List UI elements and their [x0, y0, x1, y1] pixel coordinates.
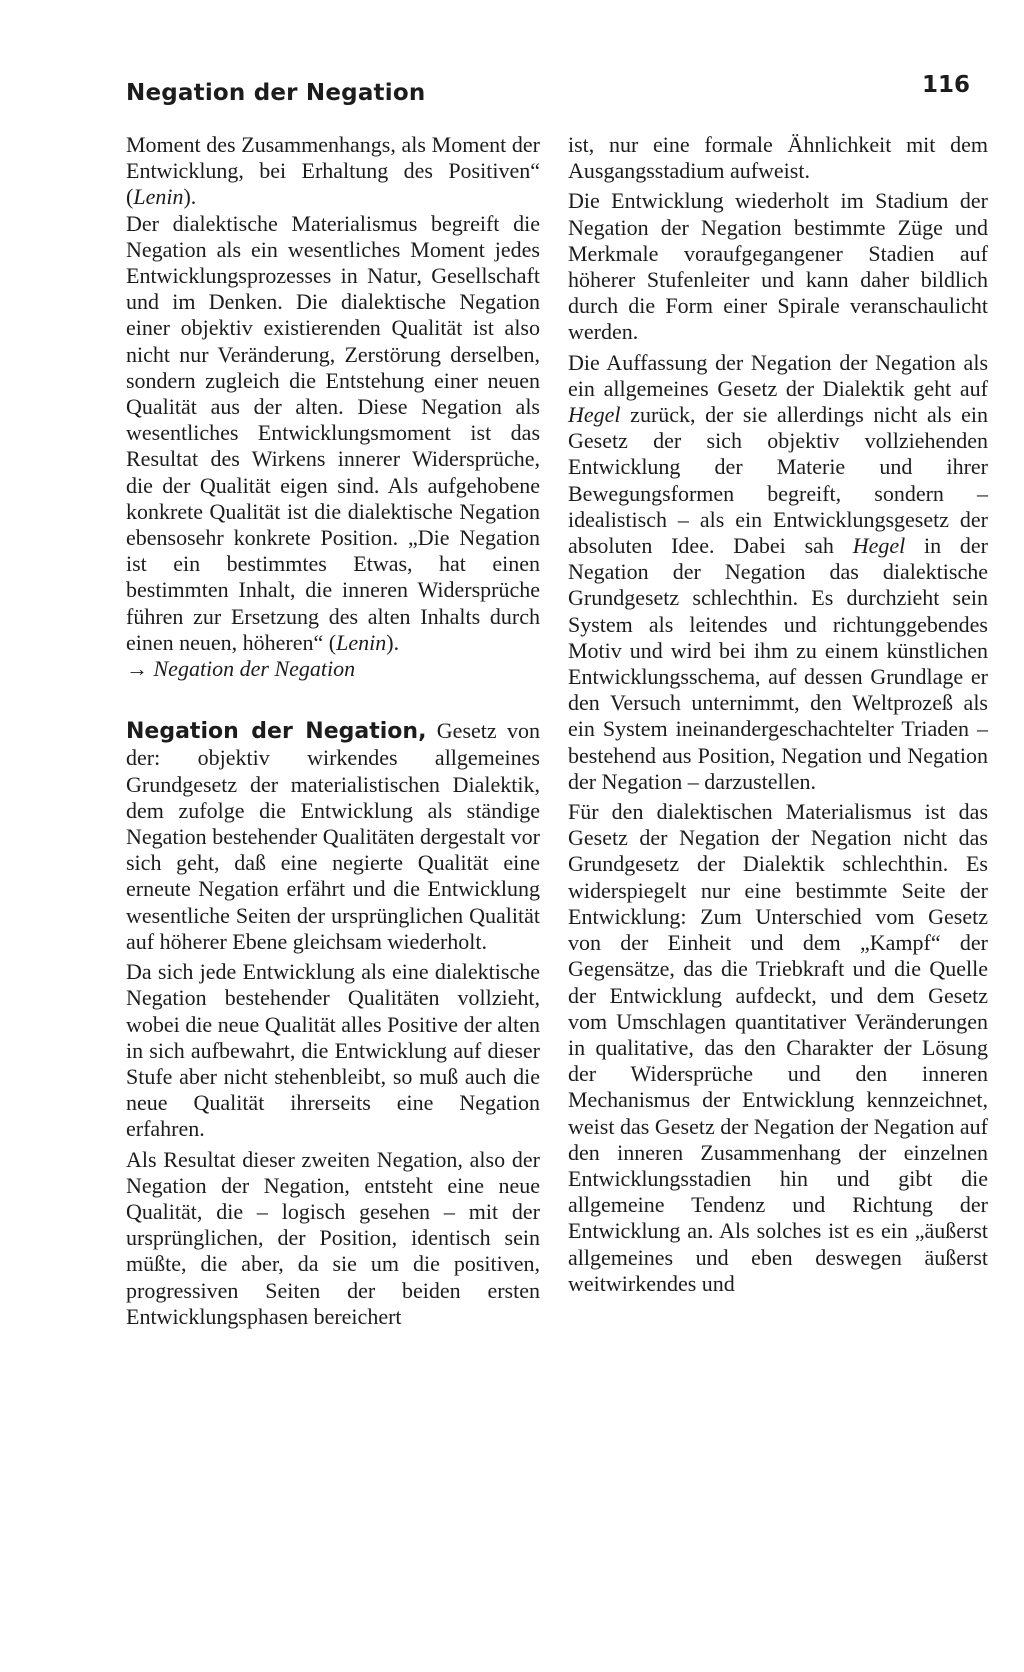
entry-headword: Negation der Negation,: [126, 719, 427, 745]
paragraph: Für den dialektischen Materialismus ist das Gesetz der Negation der Negation nicht das Grundgesetz der Dialektik schlechthin. Es widerspiegelt nur eine bestimmte Seite der Entwicklung: Zum Unterschied vom Gesetz von der Einheit und dem „Kampf“ der Gegensätze, das die Triebkraft und die Quelle der Entwicklung aufdeckt, und dem Gesetz vom Umschlagen quantitativer Veränderungen in qualitative, das den Charakter der Lösung der Widersprüche und den inneren Mechanismus der Entwicklung kennzeichnet, weist das Gesetz der Negation der Negation auf den inneren Zusammenhang der einzelnen Entwicklungsstadien hin und gibt die allgemeine Tendenz und Richtung der Entwicklung an. Als solches ist es ein „äußerst allgemeines und eben deswegen äußerst weitwirkendes und: [568, 799, 988, 1296]
page-number: 116: [922, 72, 971, 98]
paragraph: Die Entwicklung wiederholt im Stadium der Negation der Negation bestimmte Züge und Merkmale voraufgegangener Stadien auf höherer Stufenleiter und kann daher bildlich durch die Form einer Spirale veranschaulicht werden.: [568, 188, 988, 345]
text: in der Negation der Negation das dialektische Grundgesetz schlechthin. Es durchzieht sein System als leitendes und richtunggebendes Motiv und wird bei ihm zu einem künstlichen Entwicklungsschema, auf dessen Grundlage er den Versuch unternimmt, den Weltprozeß als ein System ineinandergeschachtelter Triaden – bestehend aus Position, Negation und Negation der Negation – darzustellen.: [568, 533, 988, 794]
cross-reference[interactable]: [126, 656, 540, 682]
paragraph: Als Resultat dieser zweiten Negation, also der Negation der Negation, entsteht eine neue Qualität, die – logisch gesehen – mit der ursprünglichen, der Position, identisch sein müßte, die aber, da sie um die positiven, progressiven Seiten der beiden ersten Entwicklungsphasen bereichert: [126, 1146, 540, 1329]
right-column: [568, 132, 988, 1297]
text: ).: [386, 629, 400, 655]
paragraph: [126, 132, 540, 211]
author-citation: Hegel: [568, 402, 621, 428]
paragraph: [126, 211, 540, 656]
text: ).: [183, 184, 197, 210]
left-column: [126, 132, 540, 1330]
cross-reference-text: Negation der Negation: [153, 656, 356, 682]
author-citation: Lenin: [133, 184, 184, 210]
author-citation: Lenin: [336, 629, 387, 655]
paragraph: [568, 350, 988, 795]
arrow-right-icon: →: [126, 656, 148, 682]
entry-definition: Gesetz von der: objektiv wirkendes allgemeines Grundgesetz der materialistischen Dialektik, dem zufolge die Entwicklung als ständige Negation bestehender Qualitäten dergestalt vor sich geht, daß eine negierte Qualität eine erneute Negation erfährt und die Entwicklung wesentliche Seiten der ursprünglichen Qualität auf höherer Ebene gleichsam wiederholt.: [126, 718, 541, 954]
paragraph: Da sich jede Entwicklung als eine dialektische Negation bestehender Qualitäten vollzieht, wobei die neue Qualität alles Positive der alten in sich aufbewahrt, die Entwicklung auf dieser Stufe aber nicht stehenbleibt, so muß auch die neue Qualität ihrerseits eine Negation erfahren.: [126, 959, 540, 1142]
text: Moment des Zusammenhangs, als Moment der Entwicklung, bei Erhaltung des Positiven“ (: [126, 132, 540, 210]
running-head: Negation der Negation: [126, 80, 426, 106]
text: Der dialektische Materialismus begreift die Negation als ein wesentliches Moment jedes Entwicklungsprozesses in Natur, Gesellschaft und im Denken. Die dialektische Negation einer objektiv existierenden Qualität ist also nicht nur Veränderung, Zerstörung derselben, sondern zugleich die Entstehung einer neuen Qualität aus der alten. Diese Negation als wesentliches Entwicklungsmoment ist das Resultat des Wirkens innerer Widersprüche, die der Qualität eigen sind. Als aufgehobene konkrete Qualität ist die dialektische Negation ebensosehr konkrete Position. „Die Negation ist ein bestimmtes Etwas, hat einen bestimmten Inhalt, die inneren Widersprüche führen zur Ersetzung des alten Inhalts durch einen neuen, höheren“ (: [126, 210, 540, 655]
author-citation: Hegel: [852, 533, 906, 559]
text: Die Auffassung der Negation der Negation als ein allgemeines Gesetz der Dialektik geht auf: [568, 349, 988, 401]
paragraph: ist, nur eine formale Ähnlichkeit mit dem Ausgangsstadium aufweist.: [568, 132, 988, 184]
dictionary-entry: [126, 718, 540, 955]
text: zurück, der sie allerdings nicht als ein Gesetz der sich objektiv vollziehenden Entwicklung der Materie und ihrer Bewegungsformen begreift, sondern – idealistisch – als ein Entwicklungsgesetz der absoluten Idee. Dabei sah: [568, 402, 988, 559]
